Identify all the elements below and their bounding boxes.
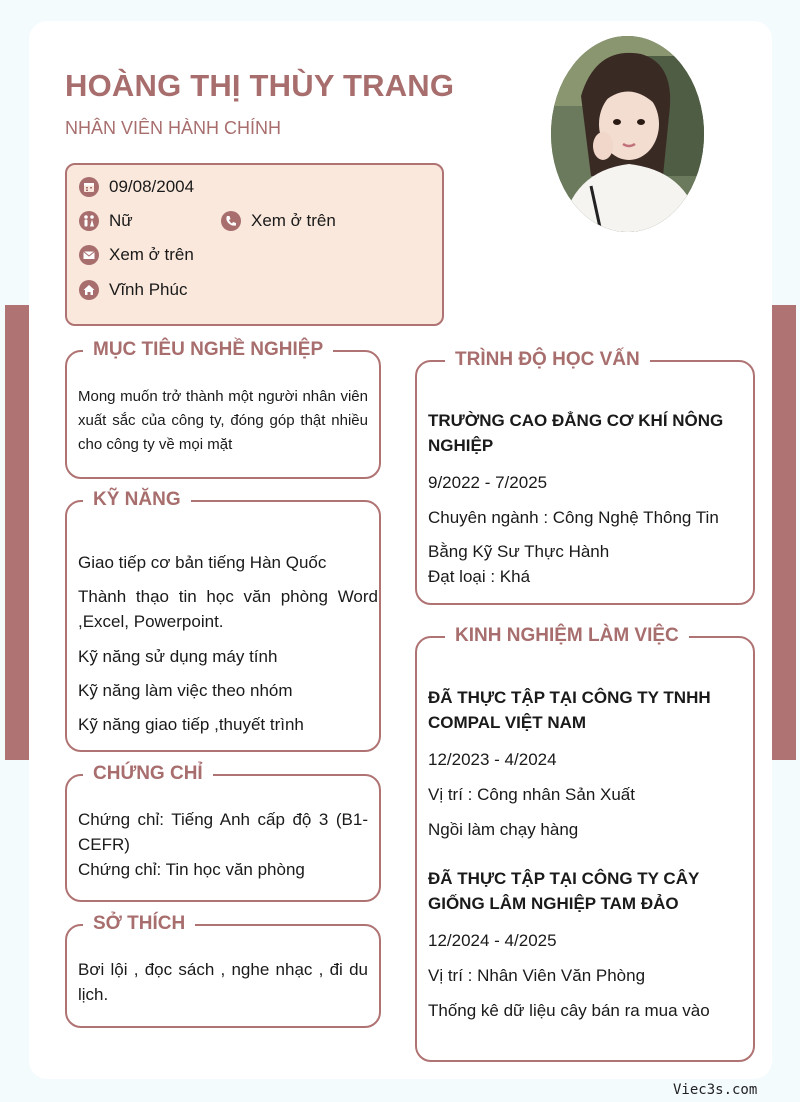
experience-period: 12/2024 - 4/2025 [428,931,557,950]
right-accent-band [772,305,796,760]
skill-item: Kỹ năng sử dụng máy tính [78,647,278,666]
experience-description: Ngồi làm chạy hàng [428,820,579,839]
certificate-item: Chứng chỉ: Tin học văn phòng [78,860,305,879]
experience-period: 12/2023 - 4/2024 [428,750,557,769]
section-hobbies [65,913,381,1028]
objective-text: Mong muốn trở thành một người nhân viên xuất sắc của công ty, đóng góp thật nhiều cho công ty về mọi mặt [78,388,368,453]
info-address [79,280,187,300]
skill-item: Kỹ năng làm việc theo nhóm [78,681,293,700]
section-certificates [65,763,381,902]
education-school: TRƯỜNG CAO ĐẲNG CƠ KHÍ NÔNG NGHIỆP [428,411,724,455]
section-objective [65,339,381,479]
hobbies-title: SỞ THÍCH [83,912,195,936]
left-accent-band [5,305,29,760]
education-grade: Đạt loại : Khá [428,567,531,586]
certificates-title: CHỨNG CHỈ [83,762,213,786]
skill-item: Giao tiếp cơ bản tiếng Hàn Quốc [78,553,327,572]
experience-title: KINH NGHIỆM LÀM VIỆC [445,624,689,648]
section-skills [65,489,381,752]
education-title: TRÌNH ĐỘ HỌC VẤN [445,348,650,372]
experience-item [428,866,742,1023]
email-icon [79,245,99,265]
candidate-job-title: NHÂN VIÊN HÀNH CHÍNH [65,118,282,138]
experience-description: Thống kê dữ liệu cây bán ra mua vào [428,1001,710,1020]
experience-company: ĐÃ THỰC TẬP TẠI CÔNG TY CÂY GIỐNG LÂM NGHIỆP TAM ĐẢO [428,869,700,913]
section-education [415,349,755,605]
info-phone [221,211,336,231]
gender-icon [79,211,99,231]
certificate-item: Chứng chỉ: Tiếng Anh cấp độ 3 (B1-CEFR) [78,810,368,854]
experience-position: Vị trí : Nhân Viên Văn Phòng [428,966,646,985]
section-experience [415,625,755,1062]
calendar-icon [79,177,99,197]
birthday-value: 09/08/2004 [109,177,195,196]
experience-position: Vị trí : Công nhân Sản Xuất [428,785,635,804]
experience-list [428,685,742,1023]
experience-item [428,685,742,842]
experience-company: ĐÃ THỰC TẬP TẠI CÔNG TY TNHH COMPAL VIỆT NAM [428,688,711,732]
hobbies-text: Bơi lội , đọc sách , nghe nhạc , đi du lịch. [78,960,368,1004]
avatar [551,36,704,232]
personal-info-box [65,163,444,326]
education-period: 9/2022 - 7/2025 [428,473,548,492]
avatar-photo [551,36,704,232]
address-value: Vĩnh Phúc [109,280,188,299]
home-icon [79,280,99,300]
objective-title: MỤC TIÊU NGHỀ NGHIỆP [83,338,333,362]
phone-icon [221,211,241,231]
info-gender [79,211,133,231]
education-major: Chuyên ngành : Công Nghệ Thông Tin [428,508,719,527]
gender-value: Nữ [109,211,133,230]
email-value: Xem ở trên [109,245,194,264]
education-degree: Bằng Kỹ Sư Thực Hành [428,542,610,561]
certificates-list [78,807,368,882]
education-content [428,408,742,589]
skill-item: Kỹ năng giao tiếp ,thuyết trình [78,715,304,734]
phone-value: Xem ở trên [251,211,336,230]
footer-watermark[interactable]: Viec3s.com [673,1082,758,1098]
skills-title: KỸ NĂNG [83,488,191,512]
candidate-name: HOÀNG THỊ THÙY TRANG [65,68,455,103]
info-birthday [79,177,194,197]
info-email [79,245,194,265]
skills-list [78,550,378,737]
skill-item: Thành thạo tin học văn phòng Word ,Excel, Powerpoint. [78,587,378,631]
